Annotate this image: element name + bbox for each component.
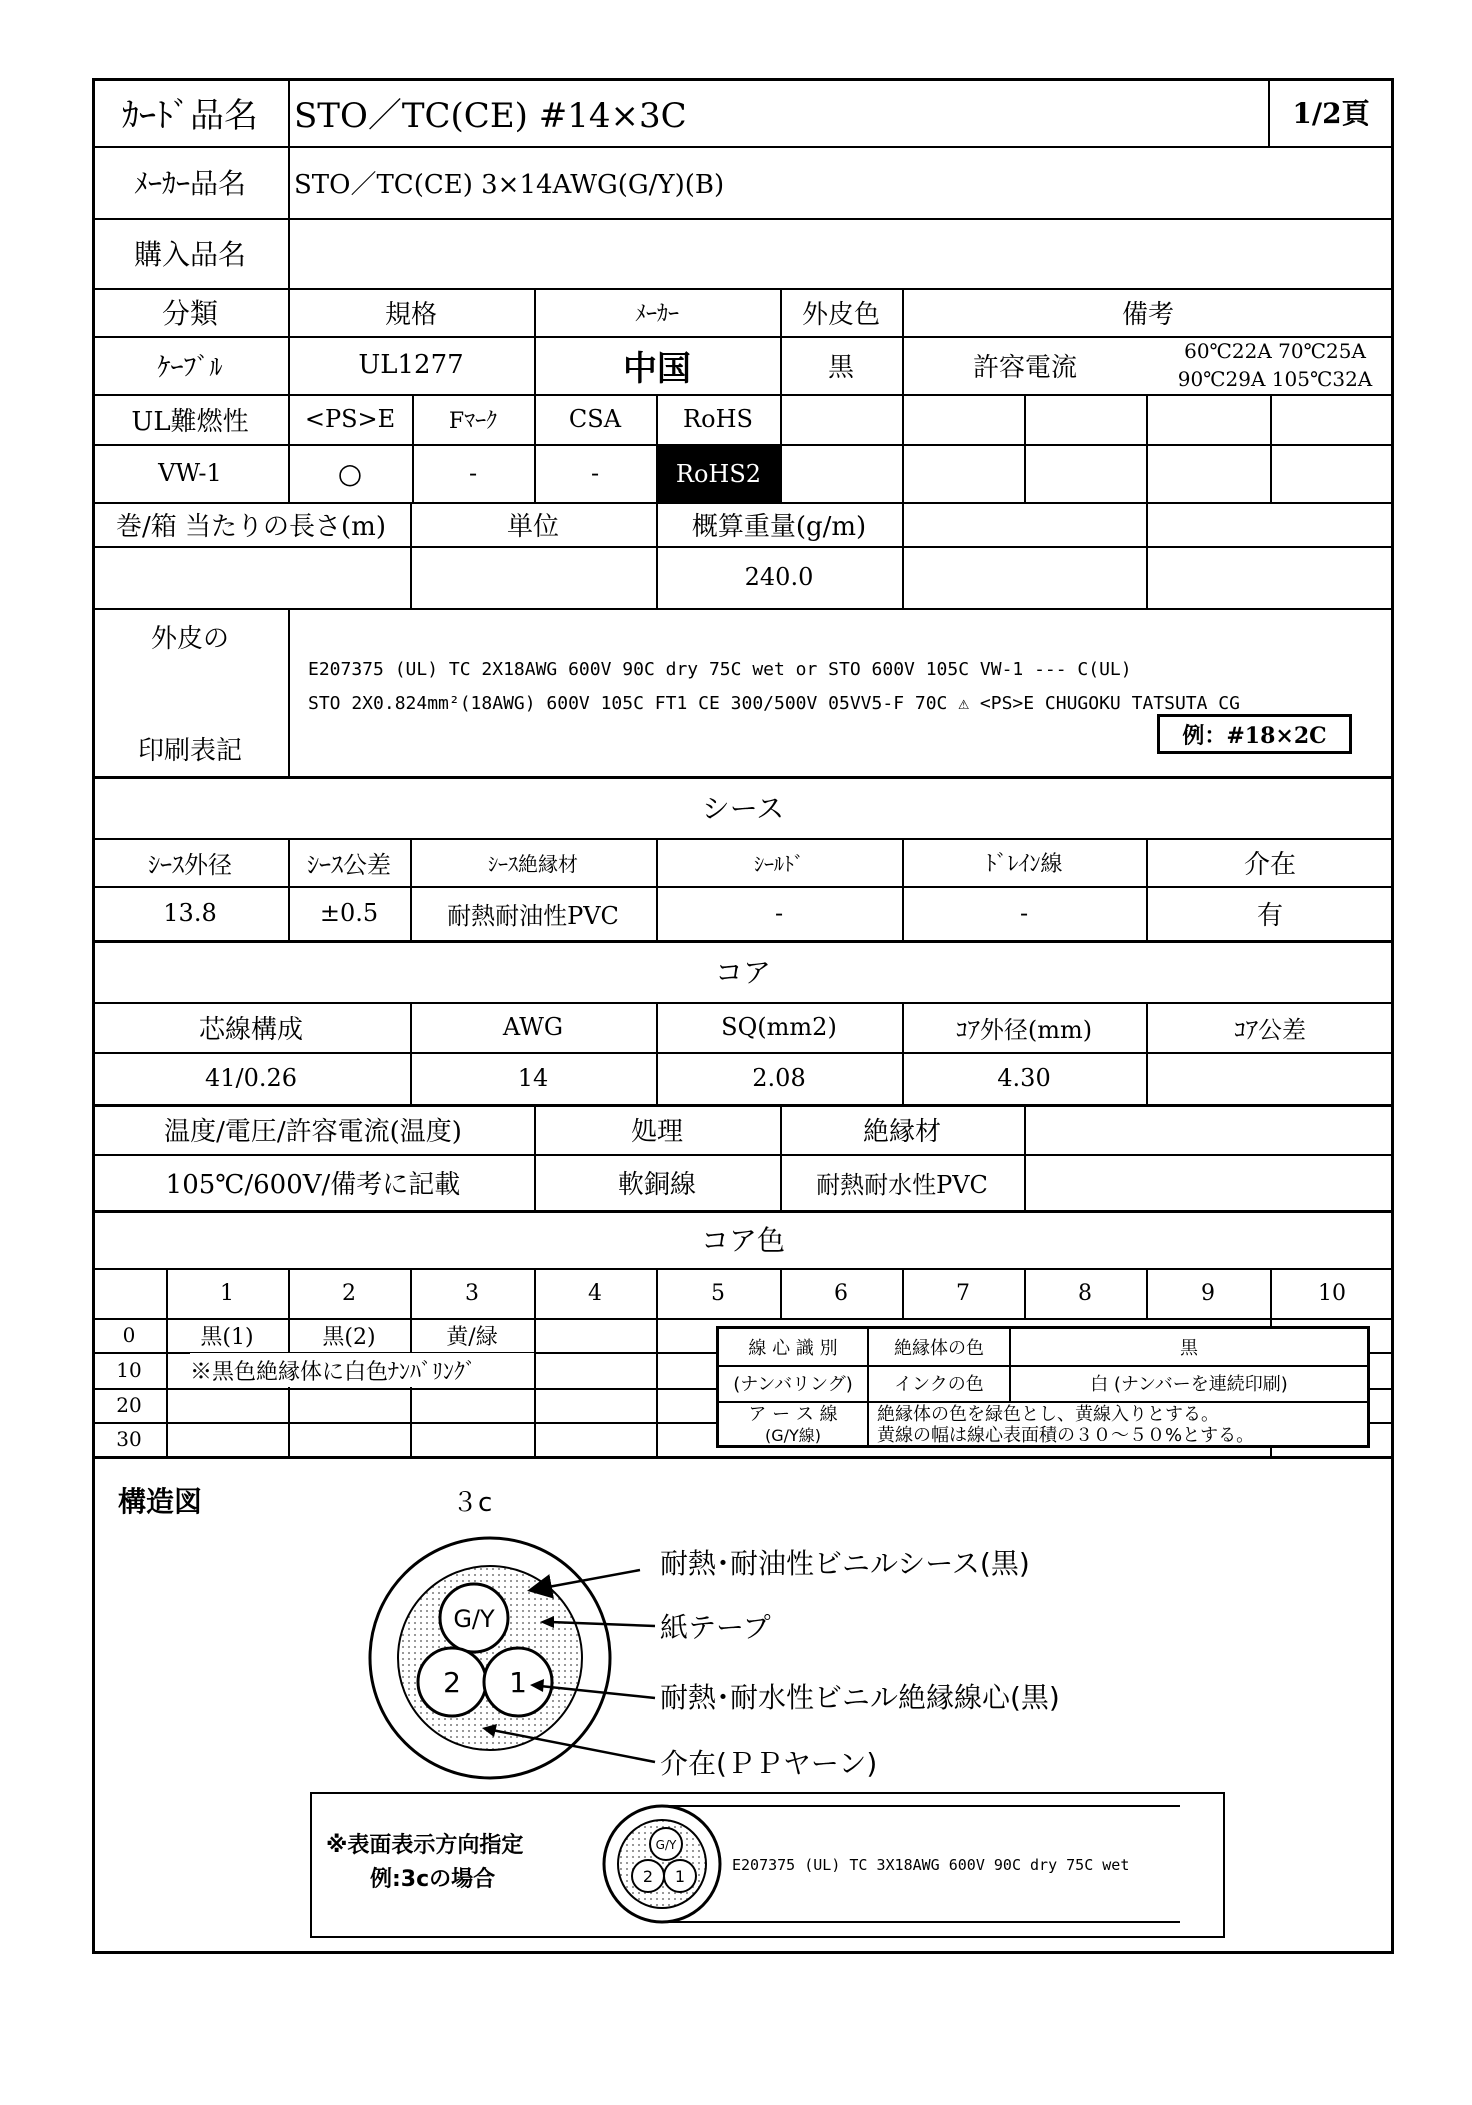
printing-example: 例：#18×2C	[1182, 722, 1327, 749]
legend-gy-wire: (G/Y線)	[764, 1425, 822, 1445]
callout-insulated-core: 耐熱･耐水性ビニル絶縁線心(黒)	[660, 1681, 1060, 1714]
core-color-col-8: 8	[1078, 1280, 1092, 1306]
shield-value: -	[774, 899, 784, 927]
legend-numbering: (ナンバリング)	[733, 1374, 853, 1395]
legend-ink-color: 白 (ナンバーを連続印刷)	[1090, 1374, 1288, 1395]
rule	[780, 394, 782, 502]
classification-value: ｹｰﾌﾞﾙ	[157, 352, 223, 383]
maker-name-value: STO／TC(CE) 3×14AWG(G/Y)(B)	[294, 169, 725, 200]
print-direction-example: 例:3cの場合	[370, 1866, 496, 1892]
callout-arrows	[480, 1540, 660, 1780]
standard-value: UL1277	[358, 350, 464, 380]
filler-value: 有	[1256, 900, 1283, 931]
purchase-name-value	[294, 218, 1294, 288]
temp-voltage-value: 105℃/600V/備考に記載	[165, 1169, 461, 1200]
core-gy-label: G/Y	[453, 1605, 495, 1633]
core-color-col-5: 5	[711, 1280, 725, 1306]
core-2-label: 2	[443, 1666, 461, 1699]
maker-name-label: ﾒｰｶｰ品名	[133, 167, 246, 200]
core-color-row-20: 20	[116, 1393, 142, 1417]
awg-value: 14	[517, 1064, 549, 1092]
core-color-col-2: 2	[342, 1280, 356, 1306]
sheath-tolerance-label: ｼｰｽ公差	[307, 850, 391, 879]
approx-weight-label: 概算重量(g/m)	[691, 511, 867, 542]
core-color-col-10: 10	[1318, 1280, 1346, 1306]
sheath-title: シース	[701, 792, 785, 825]
awg-label: AWG	[502, 1013, 564, 1041]
filler-label: 介在	[1243, 849, 1296, 880]
core-color-row-30: 30	[116, 1427, 142, 1451]
sheath-tolerance-value: ±0.5	[319, 899, 379, 927]
core-od-label: ｺｱ外径(mm)	[955, 1015, 1093, 1044]
legend-wire-id: 線 心 識 別	[748, 1338, 838, 1359]
core-color-1: 黒(1)	[200, 1324, 254, 1350]
allowable-current-label: 許容電流	[972, 352, 1077, 383]
pse-label: <PS>E	[304, 405, 396, 433]
print-direction-note: ※表面表示方向指定	[326, 1832, 524, 1858]
page-indicator: 1/2頁	[1292, 97, 1370, 130]
mini-core-2-label: 2	[642, 1867, 654, 1886]
rule	[92, 1456, 1394, 1459]
temp-voltage-label: 温度/電圧/許容電流(温度)	[164, 1116, 462, 1147]
core-od-value: 4.30	[997, 1064, 1051, 1092]
sq-label: SQ(mm2)	[721, 1013, 837, 1041]
rule	[288, 608, 290, 776]
pse-value: ○	[337, 456, 363, 490]
legend-insulation-color: 黒	[1180, 1338, 1198, 1359]
core-1-label: 1	[509, 1666, 527, 1699]
legend-insulation-color-label: 絶縁体の色	[894, 1338, 984, 1359]
core-color-col-6: 6	[834, 1280, 848, 1306]
rule	[1024, 394, 1026, 502]
legend-earth-note-1: 絶縁体の色を緑色とし、黄線入りとする。	[877, 1404, 1219, 1425]
f-mark-value: -	[468, 459, 478, 487]
mini-core-1-label: 1	[674, 1867, 686, 1886]
core-color-col-3: 3	[465, 1280, 479, 1306]
standard-label: 規格	[384, 299, 437, 330]
unit-label: 単位	[506, 511, 559, 542]
flammability-value: VW-1	[158, 459, 222, 487]
rule	[1270, 394, 1272, 502]
allowable-current-line2: 90℃29A 105℃32A	[1177, 367, 1373, 391]
conductor-construction-value: 41/0.26	[204, 1064, 298, 1092]
core-color-row-0: 0	[122, 1323, 136, 1347]
treatment-value: 軟銅線	[617, 1169, 696, 1200]
core-color-col-4: 4	[588, 1280, 602, 1306]
core-title: コア	[714, 956, 771, 989]
sheath-insulation-value: 耐熱耐油性PVC	[447, 901, 619, 930]
print-direction-diagram	[600, 1800, 1200, 1930]
shield-label: ｼｰﾙﾄﾞ	[754, 851, 804, 876]
purchase-name-label: 購入品名	[133, 238, 246, 271]
printing-line-1: E207375 (UL) TC 2X18AWG 600V 90C dry 75C wet or STO 600V 105C VW-1 --- C(UL)	[308, 658, 1132, 680]
core-color-2: 黒(2)	[322, 1324, 376, 1350]
mini-core-gy-label: G/Y	[655, 1838, 677, 1852]
jacket-color-label: 外皮色	[801, 299, 880, 330]
maker-label: ﾒｰｶｰ	[634, 301, 679, 327]
rule	[1024, 1104, 1026, 1210]
identification-legend	[716, 1326, 1370, 1448]
insulation-label: 絶縁材	[862, 1116, 941, 1147]
core-tolerance-value	[1146, 1052, 1394, 1104]
legend-earth-wire: ア ー ス 線	[748, 1404, 838, 1425]
csa-value: -	[590, 459, 600, 487]
core-color-title: コア色	[700, 1224, 785, 1257]
drain-wire-label: ﾄﾞﾚｲﾝ線	[985, 851, 1063, 877]
sheath-insulation-label: ｼｰｽ絶縁材	[488, 851, 578, 876]
printing-label-top: 外皮の	[150, 623, 229, 654]
legend-earth-note-2: 黄線の幅は線心表面積の３０～５０%とする。	[877, 1425, 1255, 1446]
callout-paper-tape: 紙テープ	[660, 1611, 771, 1644]
numbering-note: ※黒色絶縁体に白色ﾅﾝﾊﾞﾘﾝｸﾞ	[190, 1353, 534, 1387]
structure-title: 構造図	[118, 1485, 203, 1518]
rule	[902, 502, 904, 608]
core-color-col-9: 9	[1201, 1280, 1215, 1306]
structure-core-count: ３c	[452, 1487, 493, 1518]
drain-wire-value: -	[1019, 899, 1029, 927]
legend-ink-color-label: インクの色	[894, 1374, 984, 1395]
rule	[288, 78, 290, 288]
flammability-label: UL難燃性	[131, 406, 249, 437]
classification-label: 分類	[161, 297, 218, 330]
treatment-label: 処理	[630, 1116, 683, 1147]
callout-filler: 介在(ＰＰヤーン)	[660, 1747, 878, 1780]
length-per-reel-label: 巻/箱 当たりの長さ(m)	[116, 511, 386, 542]
sq-value: 2.08	[752, 1064, 806, 1092]
card-name-label: ｶｰﾄﾞ品名	[122, 95, 258, 136]
printing-label-bottom: 印刷表記	[137, 735, 242, 766]
card-name-value: STO／TC(CE) #14×3C	[294, 95, 687, 136]
core-color-col-1: 1	[220, 1280, 234, 1306]
sheath-od-label: ｼｰｽ外径	[148, 850, 232, 879]
insulation-value: 耐熱耐水性PVC	[816, 1170, 988, 1199]
maker-value: 中国	[623, 348, 691, 389]
f-mark-label: Fﾏｰｸ	[448, 408, 498, 434]
print-example-text: E207375 (UL) TC 3X18AWG 600V 90C dry 75C wet	[732, 1856, 1130, 1874]
callout-sheath: 耐熱･耐油性ビニルシース(黒)	[660, 1547, 1030, 1580]
rohs-value-badge: RoHS2	[657, 445, 780, 502]
csa-label: CSA	[568, 405, 622, 433]
core-color-row-10: 10	[116, 1358, 142, 1382]
core-color-3: 黄/緑	[446, 1324, 498, 1350]
rule	[1146, 394, 1148, 608]
remarks-label: 備考	[1121, 299, 1174, 330]
allowable-current-line1: 60℃22A 70℃25A	[1184, 339, 1366, 363]
jacket-color-value: 黒	[827, 352, 854, 383]
core-color-col-7: 7	[956, 1280, 970, 1306]
conductor-construction-label: 芯線構成	[198, 1014, 303, 1045]
approx-weight-value: 240.0	[744, 563, 814, 591]
printing-line-2: STO 2X0.824mm²(18AWG) 600V 105C FT1 CE 300/500V 05VV5-F 70C ⚠ <PS>E CHUGOKU TATSUTA CG	[308, 692, 1240, 714]
rohs-label: RoHS	[683, 405, 753, 433]
sheath-od-value: 13.8	[163, 899, 217, 927]
core-tolerance-label: ｺｱ公差	[1234, 1015, 1306, 1044]
